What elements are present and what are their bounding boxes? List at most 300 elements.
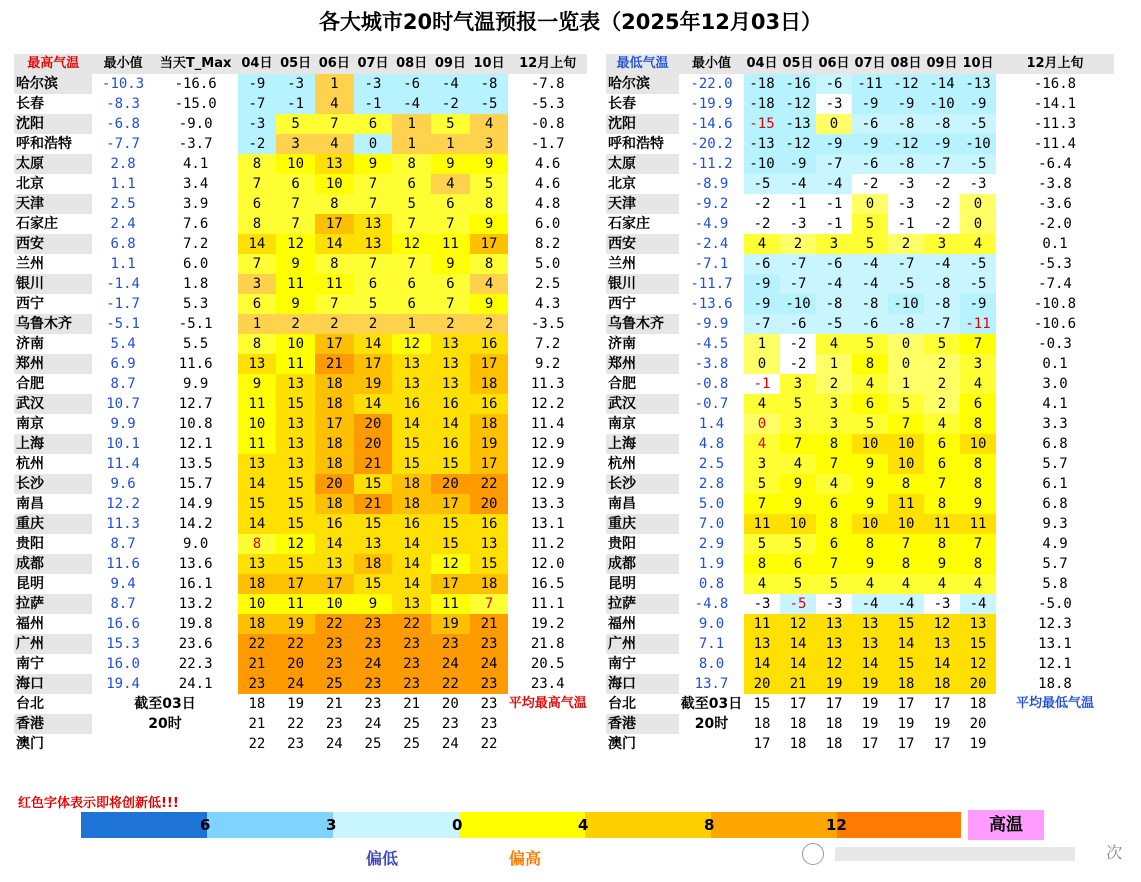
forecast-cell: 13	[392, 594, 431, 614]
min-header-cell: 09日	[924, 54, 960, 74]
watermark-text: 次	[1106, 843, 1123, 862]
forecast-cell: -7	[744, 314, 780, 334]
forecast-cell: 7	[431, 294, 470, 314]
forecast-cell: 15	[276, 514, 315, 534]
forecast-cell: 14	[780, 634, 816, 654]
forecast-cell: 18	[315, 494, 354, 514]
forecast-cell: 17	[470, 454, 509, 474]
max-table-row	[14, 134, 587, 154]
forecast-cell: 4	[744, 434, 780, 454]
forecast-cell: 5	[780, 534, 816, 554]
forecast-cell: 20	[276, 654, 315, 674]
forecast-cell: 2	[431, 314, 470, 334]
early-dec-avg-cell: 0.1	[1042, 356, 1068, 372]
legend-seg-gold	[585, 812, 711, 838]
city-name: 乌鲁木齐	[14, 314, 92, 334]
forecast-cell: 9	[780, 494, 816, 514]
forecast-cell: -7	[888, 254, 924, 274]
min-value-cell: 2.4	[110, 216, 136, 232]
forecast-cell: 2	[315, 314, 354, 334]
min-value-cell: -2.4	[694, 236, 729, 252]
forecast-cell: 7	[392, 214, 431, 234]
max-header-cell: 05日	[276, 54, 315, 74]
forecast-cell: 15	[431, 534, 470, 554]
max-header-cell: 最小值	[92, 54, 153, 74]
forecast-cell: 7	[315, 294, 354, 314]
city-name: 台北	[608, 696, 636, 712]
forecast-cell: -4	[392, 94, 431, 114]
forecast-cell: 0	[744, 354, 780, 374]
forecast-cell: -10	[780, 294, 816, 314]
forecast-cell: -2	[431, 94, 470, 114]
min-value-cell: 2.8	[698, 476, 725, 492]
forecast-cell: 15	[354, 514, 393, 534]
max-table-row	[14, 574, 587, 594]
min-value-cell: -4.9	[694, 216, 729, 232]
forecast-cell: 7	[888, 414, 924, 434]
forecast-cell: 7	[431, 214, 470, 234]
forecast-cell: 21	[325, 696, 343, 712]
min-value-cell: 9.6	[110, 476, 136, 492]
min-table-row	[606, 294, 1114, 314]
city-name: 兰州	[608, 256, 636, 272]
forecast-cell: 17	[789, 696, 807, 712]
forecast-cell: -9	[816, 134, 852, 154]
min-extra-row	[606, 714, 1114, 734]
city-name: 西宁	[16, 296, 44, 312]
forecast-cell: 7	[960, 534, 996, 554]
forecast-cell: -7	[924, 154, 960, 174]
forecast-cell: 14	[354, 394, 393, 414]
early-dec-avg-cell: 6.8	[1042, 496, 1068, 512]
forecast-cell: 10	[780, 514, 816, 534]
forecast-cell: 19	[861, 716, 879, 732]
forecast-cell: 5	[780, 574, 816, 594]
forecast-cell: 16	[392, 514, 431, 534]
today-tmax-cell: 22.3	[178, 656, 213, 672]
today-tmax-cell: -3.7	[178, 136, 213, 152]
forecast-cell: 21	[354, 494, 393, 514]
legend-seg-deep-blue	[81, 812, 207, 838]
forecast-cell: 11	[744, 614, 780, 634]
min-value-cell: -4.5	[694, 336, 729, 352]
max-table-row	[14, 254, 587, 274]
forecast-cell: -6	[780, 314, 816, 334]
forecast-cell: 4	[960, 574, 996, 594]
legend-seg-pale-blue	[333, 812, 459, 838]
forecast-cell: -5	[888, 274, 924, 294]
forecast-cell: -5	[960, 254, 996, 274]
forecast-cell: 7	[392, 254, 431, 274]
city-name: 杭州	[16, 456, 44, 472]
max-table-row	[14, 174, 587, 194]
forecast-cell: -16	[780, 74, 816, 94]
max-table-row	[14, 114, 587, 134]
forecast-cell: 12	[924, 614, 960, 634]
today-tmax-cell: 7.6	[183, 216, 209, 232]
forecast-cell: -4	[431, 74, 470, 94]
forecast-cell: 15	[431, 454, 470, 474]
min-table-row	[606, 434, 1114, 454]
extra-label-cell	[679, 734, 744, 754]
forecast-cell: 20	[470, 494, 509, 514]
forecast-cell: 18	[789, 716, 807, 732]
forecast-cell: 22	[480, 736, 498, 752]
forecast-cell: 13	[852, 614, 888, 634]
forecast-cell: 6	[924, 434, 960, 454]
forecast-cell: 21	[780, 674, 816, 694]
early-dec-avg-cell: -5.3	[1038, 256, 1072, 272]
legend-seg-orange	[837, 812, 961, 838]
forecast-cell: -1	[888, 214, 924, 234]
forecast-cell: 22	[431, 674, 470, 694]
watermark-bar	[835, 847, 1075, 861]
early-dec-avg-cell: 9.2	[535, 356, 561, 372]
max-table-row	[14, 334, 587, 354]
forecast-cell: 4	[816, 474, 852, 494]
min-value-cell: 9.9	[110, 416, 136, 432]
forecast-cell: 25	[403, 736, 421, 752]
early-dec-avg-cell: 6.1	[1042, 476, 1068, 492]
forecast-cell: 7	[354, 174, 393, 194]
city-name: 台北	[16, 696, 44, 712]
min-header-cell: 10日	[960, 54, 996, 74]
extra-label-cell: 20时	[148, 716, 182, 732]
forecast-cell: 13	[744, 634, 780, 654]
forecast-cell: 9	[238, 374, 277, 394]
min-table-row	[606, 214, 1114, 234]
forecast-cell: 12	[960, 654, 996, 674]
forecast-cell: 5	[276, 114, 315, 134]
forecast-cell: -15	[744, 114, 780, 134]
forecast-cell: 17	[897, 696, 915, 712]
min-value-cell: -9.2	[694, 196, 729, 212]
legend-hot-box: 高温	[968, 810, 1044, 840]
forecast-cell: 5	[780, 394, 816, 414]
min-table-row	[606, 374, 1114, 394]
min-value-cell: -1.4	[106, 276, 140, 292]
early-dec-avg-cell: 16.5	[530, 576, 565, 592]
forecast-cell: 3	[780, 414, 816, 434]
early-dec-avg-cell: 11.1	[530, 596, 565, 612]
avg-max-label	[508, 714, 587, 734]
forecast-cell: 24	[441, 736, 459, 752]
min-value-cell: -20.2	[690, 136, 733, 152]
today-tmax-cell: 24.1	[178, 676, 213, 692]
min-table-row	[606, 134, 1114, 154]
forecast-cell: 6	[354, 114, 393, 134]
forecast-cell: 24	[431, 654, 470, 674]
min-header-cell: 最低气温	[606, 54, 679, 74]
forecast-cell: -11	[852, 74, 888, 94]
max-table-row	[14, 494, 587, 514]
forecast-cell: 8	[852, 354, 888, 374]
avg-max-label	[508, 734, 587, 754]
forecast-cell: -8	[924, 294, 960, 314]
forecast-cell: -18	[744, 94, 780, 114]
forecast-cell: 7	[238, 254, 277, 274]
early-dec-avg-cell: 5.7	[1042, 456, 1068, 472]
early-dec-avg-cell: -11.4	[1033, 136, 1077, 152]
max-header-cell: 06日	[315, 54, 354, 74]
forecast-cell: 23	[441, 716, 459, 732]
early-dec-avg-cell: -0.3	[1038, 336, 1072, 352]
forecast-cell: 20	[431, 474, 470, 494]
min-header-cell: 07日	[852, 54, 888, 74]
forecast-cell: -8	[888, 154, 924, 174]
city-name: 拉萨	[606, 594, 679, 614]
forecast-cell: 18	[315, 374, 354, 394]
forecast-cell: 11	[888, 494, 924, 514]
min-table-row	[606, 334, 1114, 354]
min-table-row	[606, 494, 1114, 514]
forecast-cell: -1	[276, 94, 315, 114]
forecast-cell: 4	[852, 374, 888, 394]
extra-label-cell	[92, 734, 237, 754]
forecast-cell: -9	[852, 94, 888, 114]
forecast-cell: 8	[960, 414, 996, 434]
forecast-cell: -13	[780, 114, 816, 134]
forecast-cell: 7	[744, 494, 780, 514]
forecast-cell: 19	[816, 674, 852, 694]
forecast-cell: 13	[431, 354, 470, 374]
forecast-cell: -12	[888, 74, 924, 94]
forecast-cell: 7	[960, 334, 996, 354]
forecast-cell: 8	[238, 214, 277, 234]
forecast-cell: -3	[924, 594, 960, 614]
max-table-row	[14, 594, 587, 614]
max-table-row	[14, 634, 587, 654]
forecast-cell: 12	[392, 334, 431, 354]
max-table-row	[14, 194, 587, 214]
forecast-cell: 15	[238, 494, 277, 514]
early-dec-avg-cell: 6.0	[535, 216, 561, 232]
forecast-cell: 4	[852, 574, 888, 594]
city-name: 南昌	[16, 496, 44, 512]
max-extra-row	[14, 714, 587, 734]
forecast-cell: 1	[816, 354, 852, 374]
early-dec-avg-cell: -0.8	[530, 116, 565, 132]
min-value-cell: 4.8	[698, 436, 725, 452]
min-value-cell: -4.8	[694, 596, 729, 612]
today-tmax-cell: -5.1	[178, 316, 213, 332]
city-name: 广州	[606, 634, 679, 654]
early-dec-avg-cell: 6.8	[1042, 436, 1068, 452]
early-dec-avg-cell: -5.0	[1038, 596, 1072, 612]
min-value-cell: 7.0	[698, 516, 725, 532]
forecast-cell: 18	[392, 474, 431, 494]
forecast-cell: 2	[924, 374, 960, 394]
forecast-cell: 3	[780, 374, 816, 394]
forecast-cell: 8	[852, 534, 888, 554]
min-value-cell: 10.1	[106, 436, 140, 452]
avg-min-label	[996, 734, 1114, 754]
forecast-cell: 5	[924, 334, 960, 354]
city-name: 长沙	[14, 474, 92, 494]
today-tmax-cell: -9.0	[178, 116, 213, 132]
min-value-cell: -10.3	[102, 76, 145, 92]
forecast-cell: 13	[315, 554, 354, 574]
max-header-cell: 10日	[470, 54, 509, 74]
forecast-cell: 15	[276, 394, 315, 414]
forecast-cell: 1	[392, 134, 431, 154]
forecast-cell: 13	[960, 614, 996, 634]
city-name: 广州	[14, 634, 92, 654]
today-tmax-cell: 19.8	[178, 616, 213, 632]
forecast-cell: 1	[431, 134, 470, 154]
min-value-cell: 0.8	[698, 576, 725, 592]
min-table-row	[606, 254, 1114, 274]
forecast-cell: 23	[392, 674, 431, 694]
early-dec-avg-cell: -11.3	[1033, 116, 1077, 132]
forecast-cell: 4	[960, 234, 996, 254]
forecast-cell: 13	[238, 354, 277, 374]
min-table-row	[606, 94, 1114, 114]
min-table-row	[606, 274, 1114, 294]
forecast-cell: 14	[852, 654, 888, 674]
forecast-cell: 5	[888, 394, 924, 414]
early-dec-avg-cell: 20.5	[530, 656, 565, 672]
forecast-cell: 22	[276, 634, 315, 654]
forecast-cell: -4	[780, 174, 816, 194]
forecast-cell: 8	[960, 454, 996, 474]
forecast-cell: 23	[354, 674, 393, 694]
early-dec-avg-cell: -14.1	[1033, 96, 1077, 112]
forecast-cell: 4	[960, 374, 996, 394]
min-table-row	[606, 234, 1114, 254]
min-table-row	[606, 74, 1114, 94]
forecast-cell: 13	[354, 234, 393, 254]
today-tmax-cell: -16.6	[174, 76, 217, 92]
early-dec-avg-cell: -7.8	[530, 76, 565, 92]
min-value-cell: 10.7	[106, 396, 140, 412]
early-dec-avg-cell: 3.3	[1042, 416, 1068, 432]
forecast-cell: 11	[431, 594, 470, 614]
today-tmax-cell: 6.0	[183, 256, 209, 272]
forecast-cell: -5	[960, 274, 996, 294]
avg-min-label: 平均最低气温	[1015, 696, 1094, 711]
forecast-cell: 13	[924, 634, 960, 654]
min-value-cell: -22.0	[690, 76, 733, 92]
early-dec-avg-cell: -3.5	[530, 316, 565, 332]
forecast-cell: 3	[238, 274, 277, 294]
forecast-cell: 15	[276, 494, 315, 514]
today-tmax-cell: 10.8	[178, 416, 213, 432]
city-name: 昆明	[16, 576, 44, 592]
legend-tick-0: 0	[452, 816, 463, 834]
early-dec-avg-cell: -3.8	[1038, 176, 1072, 192]
forecast-cell: -8	[888, 114, 924, 134]
min-value-cell: 9.0	[698, 616, 725, 632]
forecast-cell: 11	[960, 514, 996, 534]
min-table-row	[606, 554, 1114, 574]
early-dec-avg-cell: 5.7	[1042, 556, 1068, 572]
forecast-cell: 13	[238, 454, 277, 474]
forecast-cell: 10	[315, 594, 354, 614]
forecast-cell: -10	[924, 94, 960, 114]
min-value-cell: -7.7	[106, 136, 140, 152]
legend-tick-3: 3	[326, 816, 337, 834]
min-value-cell: 19.4	[106, 676, 140, 692]
early-dec-avg-cell: 0.1	[1042, 236, 1068, 252]
forecast-cell: 16	[392, 394, 431, 414]
forecast-cell: 16	[431, 434, 470, 454]
max-table-row	[14, 234, 587, 254]
forecast-cell: 12	[431, 554, 470, 574]
forecast-cell: 11	[276, 354, 315, 374]
min-value-cell: 8.7	[110, 596, 136, 612]
forecast-cell: -3	[276, 74, 315, 94]
forecast-cell: 5	[354, 294, 393, 314]
forecast-cell: -9	[744, 274, 780, 294]
early-dec-avg-cell: 12.1	[1038, 656, 1072, 672]
forecast-cell: 4	[780, 454, 816, 474]
early-dec-avg-cell: 11.3	[530, 376, 565, 392]
today-tmax-cell: 1.8	[183, 276, 209, 292]
max-table-row	[14, 374, 587, 394]
forecast-cell: 4	[888, 574, 924, 594]
forecast-cell: 23	[354, 634, 393, 654]
today-tmax-cell: 23.6	[178, 636, 213, 652]
min-table-row	[606, 674, 1114, 694]
forecast-cell: 9	[852, 554, 888, 574]
forecast-cell: 1	[238, 314, 277, 334]
avg-max-label: 平均最高气温	[508, 696, 587, 711]
forecast-cell: -10	[744, 154, 780, 174]
forecast-cell: 15	[470, 554, 509, 574]
forecast-cell: 14	[392, 534, 431, 554]
forecast-cell: 11	[238, 434, 277, 454]
min-table-row	[606, 174, 1114, 194]
extra-label-cell: 截至03日	[134, 696, 196, 712]
forecast-cell: -4	[888, 594, 924, 614]
forecast-cell: 18	[238, 574, 277, 594]
early-dec-avg-cell: 4.9	[1042, 536, 1068, 552]
forecast-cell: 24	[276, 674, 315, 694]
min-value-cell: 5.4	[110, 336, 136, 352]
forecast-cell: 9	[276, 254, 315, 274]
forecast-cell: 11	[924, 514, 960, 534]
forecast-cell: 18	[315, 454, 354, 474]
forecast-cell: 9	[960, 494, 996, 514]
min-value-cell: -6.8	[106, 116, 140, 132]
forecast-cell: -3	[744, 594, 780, 614]
forecast-cell: 5	[744, 474, 780, 494]
forecast-cell: 8	[924, 534, 960, 554]
min-temp-table	[606, 54, 1114, 754]
forecast-cell: 11	[315, 274, 354, 294]
city-name: 郑州	[606, 354, 679, 374]
forecast-cell: 18	[470, 374, 509, 394]
forecast-cell: 14	[392, 574, 431, 594]
forecast-cell: 23	[354, 614, 393, 634]
min-header-cell: 06日	[816, 54, 852, 74]
forecast-cell: -5	[960, 154, 996, 174]
forecast-cell: -8	[888, 314, 924, 334]
forecast-cell: 17	[354, 354, 393, 374]
city-name: 成都	[14, 554, 92, 574]
forecast-cell: 3	[960, 354, 996, 374]
min-value-cell: 16.6	[106, 616, 140, 632]
forecast-cell: 7	[276, 214, 315, 234]
forecast-cell: 19	[897, 716, 915, 732]
avg-min-label	[996, 714, 1114, 734]
city-name: 银川	[14, 274, 92, 294]
forecast-cell: 23	[480, 696, 498, 712]
min-value-cell: 2.5	[698, 456, 725, 472]
forecast-cell: 8	[392, 154, 431, 174]
min-table-row	[606, 514, 1114, 534]
